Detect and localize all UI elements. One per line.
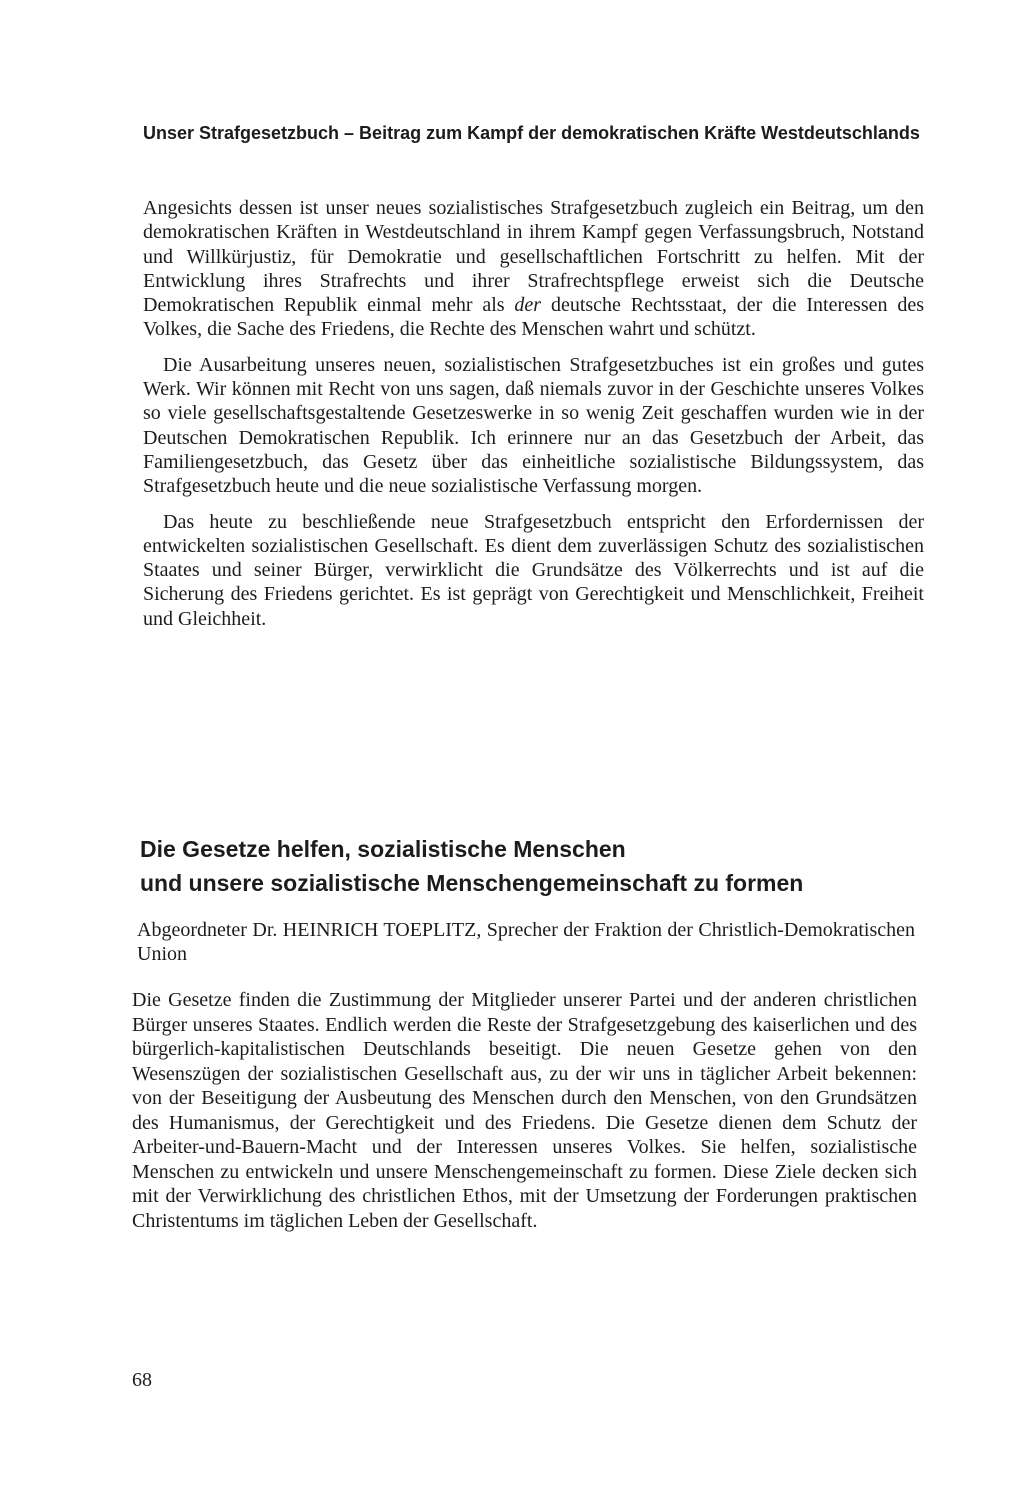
heading-line-2: und unsere sozialistische Menschengemeinschaft zu formen	[140, 870, 804, 896]
paragraph-text: Angesichts dessen ist unser neues sozialistisches Strafgesetzbuch zugleich ein Beitrag, um den demokratischen Kräften in Westdeutschland in ihrem Kampf gegen Verfassungsbruch, Notstand und Willkürjustiz, für Demokratie und gesellschaftlichen Fortschritt zu helfen. Mit der Entwicklung ihres Strafrechts und ihrer Strafrechtspflege erweist sich die Deutsche Demokratischen Republik einmal mehr als	[143, 197, 924, 317]
paragraph-ausarbeitung: Die Ausarbeitung unseres neuen, sozialistischen Strafgesetzbuches ist ein großes und gutes Werk. Wir können mit Recht von uns sagen, daß niemals zuvor in der Geschichte unseres Volkes so viele gesellschaftsgestaltende Gesetzeswerke in so wenig Zeit geschaffen wurden wie in der Deutschen Demokratischen Republik. Ich erinnere nur an das Gesetzbuch der Arbeit, das Familiengesetzbuch, das Gesetz über das einheitliche sozialistische Bildungssystem, das Strafgesetzbuch heute und die neue sozialistische Verfassung morgen.	[143, 353, 924, 498]
paragraph-angesichts	[143, 196, 924, 342]
speaker-attribution: Abgeordneter Dr. HEINRICH TOEPLITZ, Sprecher der Fraktion der Christlich-Demokratischen Union	[137, 919, 915, 965]
paragraph-beschliessende: Das heute zu beschließende neue Strafgesetzbuch entspricht den Erfordernissen der entwickelten sozialistischen Gesellschaft. Es dient dem zuverlässigen Schutz des sozialistischen Staates und seiner Bürger, verwirklicht die Grundsätze des Völkerrechts und ist auf die Sicherung des Friedens gerichtet. Es ist geprägt von Gerechtigkeit und Menschlichkeit, Freiheit und Gleichheit.	[143, 510, 924, 630]
paragraph-text: deutsche Rechtsstaat, der die Interessen des Volkes, die Sache des Friedens, die Rechte des Menschen wahrt und schützt.	[143, 294, 924, 341]
heading-line-1: Die Gesetze helfen, sozialistische Menschen	[140, 836, 626, 862]
emphasis-der: der	[514, 294, 542, 317]
section-body-strafgesetzbuch	[143, 196, 924, 642]
paragraph-gesetze-finden: Die Gesetze finden die Zustimmung der Mitglieder unserer Partei und der anderen christlichen Bürger unseres Staates. Endlich werden die Reste der Strafgesetzgebung des kaiserlichen und des bürgerlich-kapitalistischen Deutschlands beseitigt. Die neuen Gesetze gehen von den Wesenszügen der sozialistischen Gesellschaft aus, zu der wir uns in täglicher Arbeit bekennen: von der Beseitigung der Ausbeutung des Menschen durch den Menschen, von den Grundsätzen des Humanismus, der Gerechtigkeit und des Friedens. Die Gesetze dienen dem Schutz der Arbeiter-und-Bauern-Macht und der Interessen unseres Volkes. Sie helfen, sozialistische Menschen zu entwickeln und unsere Menschengemeinschaft zu formen. Diese Ziele decken sich mit der Verwirklichung des christlichen Ethos, mit der Umsetzung der Forderungen praktischen Christentums im täglichen Leben der Gesellschaft.	[132, 989, 917, 1232]
section-heading-gesetze-helfen	[140, 832, 930, 900]
section-heading-strafgesetzbuch: Unser Strafgesetzbuch – Beitrag zum Kampf der demokratischen Kräfte Westdeutschlands	[143, 123, 920, 143]
page-number: 68	[132, 1369, 152, 1391]
